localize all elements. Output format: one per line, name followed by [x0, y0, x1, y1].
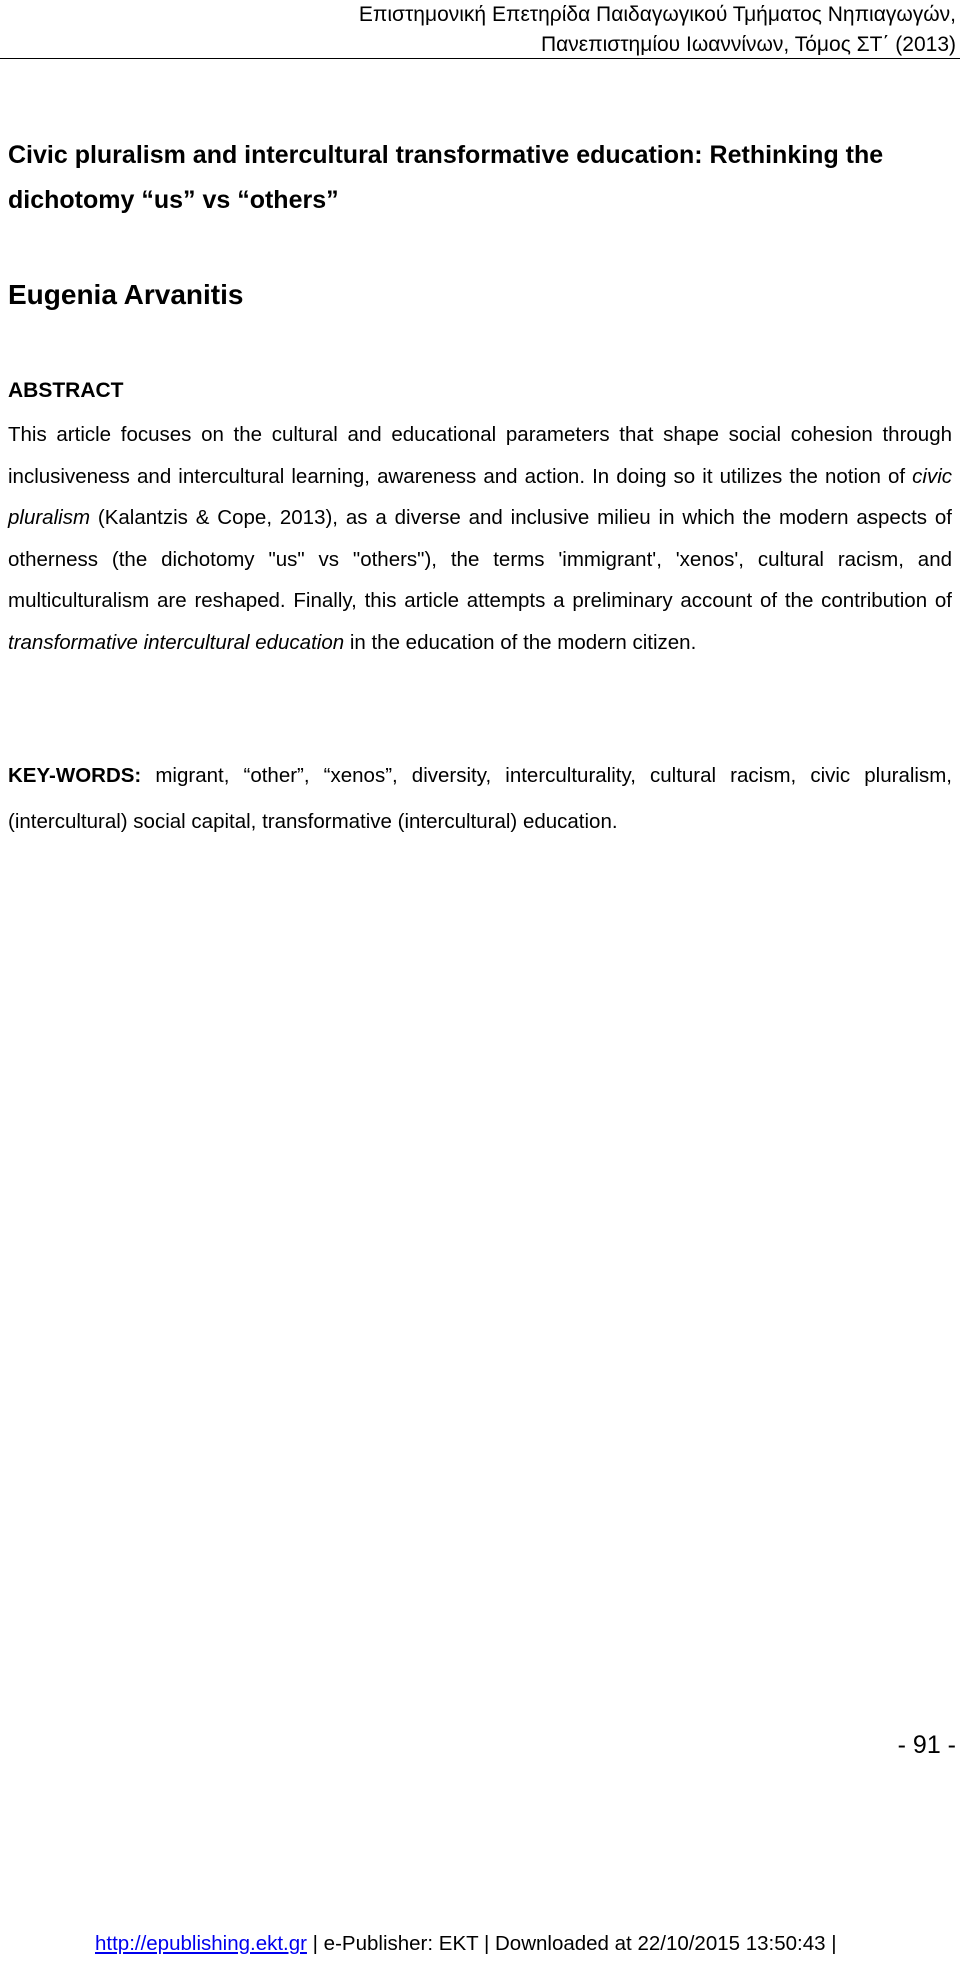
abstract-term-transformative-education: transformative intercultural education — [8, 630, 345, 654]
page-number: - 91 - — [897, 1731, 956, 1759]
abstract-heading: ABSTRACT — [8, 379, 124, 402]
abstract-text-part-3: in the education of the modern citizen. — [344, 630, 697, 654]
journal-header — [16, 0, 956, 60]
epublishing-link[interactable]: http://epublishing.ekt.gr — [95, 1932, 307, 1955]
journal-header-line-1: Επιστημονική Επετηρίδα Παιδαγωγικού Τμήματος Νηπιαγωγών, — [358, 3, 956, 26]
download-footer — [95, 1929, 837, 1959]
article-title: Civic pluralism and intercultural transformative education: Rethinking the dichotomy “us” vs “others” — [8, 141, 884, 214]
article-author: Eugenia Arvanitis — [8, 279, 244, 310]
header-divider — [0, 58, 960, 59]
keywords-paragraph — [8, 753, 952, 845]
abstract-text-part-2: (Kalantzis & Cope, 2013), as a diverse and inclusive milieu in which the modern aspects of otherness (the dichotomy "us" vs "others"), the terms 'immigrant', 'xenos', cultural racism, and multiculturalism are reshaped. Finally, this article attempts a preliminary account of the contribution of — [8, 506, 952, 612]
abstract-term-civic-pluralism: civic pluralism — [8, 464, 952, 529]
keywords-label: KEY-WORDS: — [8, 764, 142, 787]
download-info: | e-Publisher: EKT | Downloaded at 22/10/2015 13:50:43 | — [306, 1932, 837, 1955]
abstract-body — [8, 414, 952, 663]
keywords-list: migrant, “other”, “xenos”, diversity, interculturality, cultural racism, civic pluralism, (intercultural) social capital, transformative (intercultural) education. — [8, 764, 952, 833]
journal-header-line-2: Πανεπιστημίου Ιωαννίνων, Τόμος ΣΤ΄ (2013) — [540, 33, 956, 56]
abstract-text-part-1: This article focuses on the cultural and educational parameters that shape social cohesion through inclusiveness and intercultural learning, awareness and action. In doing so it utilizes the notion of — [8, 423, 952, 488]
